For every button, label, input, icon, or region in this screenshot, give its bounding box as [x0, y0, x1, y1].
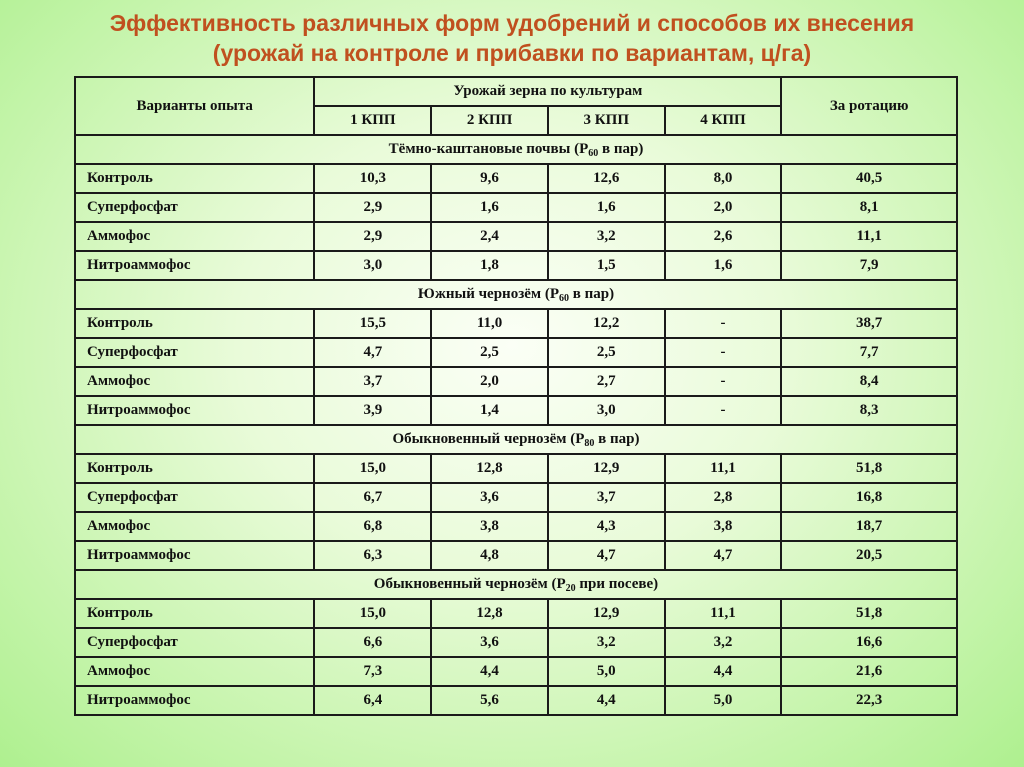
section-title	[75, 280, 957, 309]
yield-cell: 3,7	[314, 367, 431, 396]
yield-cell: 3,8	[665, 512, 782, 541]
section-row	[75, 135, 957, 164]
yield-cell: 12,9	[548, 599, 665, 628]
table-row	[75, 599, 957, 628]
yield-cell: 2,5	[431, 338, 548, 367]
yield-cell: 9,6	[431, 164, 548, 193]
yield-cell: 11,0	[431, 309, 548, 338]
table-row	[75, 628, 957, 657]
section-row	[75, 425, 957, 454]
yield-cell: 3,2	[665, 628, 782, 657]
yield-cell: 12,6	[548, 164, 665, 193]
yield-cell: 6,4	[314, 686, 431, 715]
yield-cell: 3,7	[548, 483, 665, 512]
yield-cell: 1,8	[431, 251, 548, 280]
table-row	[75, 396, 957, 425]
table-row	[75, 483, 957, 512]
section-row	[75, 570, 957, 599]
header-col-2: 2 КПП	[431, 106, 548, 135]
header-variants: Варианты опыта	[75, 77, 314, 135]
variant-label: Контроль	[75, 164, 314, 193]
rotation-total-cell: 11,1	[781, 222, 957, 251]
yield-cell: 4,7	[314, 338, 431, 367]
yield-cell: 4,7	[665, 541, 782, 570]
header-col-4: 4 КПП	[665, 106, 782, 135]
yield-cell: 1,6	[431, 193, 548, 222]
table-row	[75, 367, 957, 396]
yield-cell: 11,1	[665, 454, 782, 483]
variant-label: Суперфосфат	[75, 193, 314, 222]
variant-label: Суперфосфат	[75, 338, 314, 367]
variant-label: Аммофос	[75, 222, 314, 251]
rotation-total-cell: 38,7	[781, 309, 957, 338]
header-col-1: 1 КПП	[314, 106, 431, 135]
rotation-total-cell: 40,5	[781, 164, 957, 193]
yield-cell: 4,4	[665, 657, 782, 686]
variant-label: Аммофос	[75, 512, 314, 541]
yield-cell: 3,9	[314, 396, 431, 425]
yield-cell: 2,4	[431, 222, 548, 251]
variant-label: Контроль	[75, 309, 314, 338]
yield-cell: 5,0	[548, 657, 665, 686]
yield-cell: 15,0	[314, 454, 431, 483]
variant-label: Нитроаммофос	[75, 686, 314, 715]
section-title-text: Обыкновенный чернозём (Р	[392, 431, 585, 447]
rotation-total-cell: 7,7	[781, 338, 957, 367]
yield-cell: 2,9	[314, 222, 431, 251]
section-title	[75, 135, 957, 164]
yield-cell: 2,0	[431, 367, 548, 396]
header-col-3: 3 КПП	[548, 106, 665, 135]
section-title-text: Южный чернозём (Р	[417, 286, 559, 302]
section-title-subscript: 60	[559, 293, 569, 304]
section-title-subscript: 60	[588, 148, 599, 159]
table-row	[75, 512, 957, 541]
yield-cell: 4,7	[548, 541, 665, 570]
table-row	[75, 222, 957, 251]
yield-cell: 15,5	[314, 309, 431, 338]
yield-cell: 1,4	[431, 396, 548, 425]
yield-cell: 4,4	[548, 686, 665, 715]
yield-cell: 2,7	[548, 367, 665, 396]
section-title-subscript: 80	[584, 438, 595, 449]
rotation-total-cell: 22,3	[781, 686, 957, 715]
yield-cell: 3,2	[548, 222, 665, 251]
variant-label: Контроль	[75, 599, 314, 628]
section-title-suffix: в пар)	[569, 286, 615, 302]
yield-cell: 2,0	[665, 193, 782, 222]
rotation-total-cell: 18,7	[781, 512, 957, 541]
yield-cell: 4,4	[431, 657, 548, 686]
header-row-1	[75, 77, 957, 106]
yield-cell: 3,0	[314, 251, 431, 280]
table-row	[75, 338, 957, 367]
yield-cell: 1,5	[548, 251, 665, 280]
section-title-subscript: 20	[565, 583, 576, 594]
yield-cell: 8,0	[665, 164, 782, 193]
yield-cell: 12,2	[548, 309, 665, 338]
yield-cell: 10,3	[314, 164, 431, 193]
yield-cell: 3,6	[431, 483, 548, 512]
yield-cell: 1,6	[548, 193, 665, 222]
yield-cell: 6,8	[314, 512, 431, 541]
section-title	[75, 570, 957, 599]
section-title-suffix: в пар)	[598, 141, 644, 157]
variant-label: Аммофос	[75, 367, 314, 396]
section-row	[75, 280, 957, 309]
title-line-1: Эффективность различных форм удобрений и способов их внесения	[109, 10, 915, 36]
rotation-total-cell: 8,1	[781, 193, 957, 222]
table-row	[75, 657, 957, 686]
table-body	[75, 77, 957, 715]
section-title-text: Обыкновенный чернозём (Р	[373, 576, 566, 592]
yield-cell: 3,2	[548, 628, 665, 657]
yield-cell: 5,0	[665, 686, 782, 715]
table-row	[75, 193, 957, 222]
yield-cell: 6,7	[314, 483, 431, 512]
yield-cell: 3,6	[431, 628, 548, 657]
rotation-total-cell: 16,6	[781, 628, 957, 657]
yield-cell: 1,6	[665, 251, 782, 280]
title-line-2: (урожай на контроле и прибавки по вариантам, ц/га)	[212, 40, 812, 66]
variant-label: Нитроаммофос	[75, 541, 314, 570]
rotation-total-cell: 20,5	[781, 541, 957, 570]
slide-title	[0, 8, 1024, 68]
variant-label: Суперфосфат	[75, 483, 314, 512]
yield-cell: 2,5	[548, 338, 665, 367]
yield-cell: 11,1	[665, 599, 782, 628]
rotation-total-cell: 21,6	[781, 657, 957, 686]
yield-cell: 12,8	[431, 599, 548, 628]
yield-cell: 7,3	[314, 657, 431, 686]
table-row	[75, 541, 957, 570]
yield-cell: 4,3	[548, 512, 665, 541]
yield-cell: 5,6	[431, 686, 548, 715]
section-title-suffix: в пар)	[594, 431, 640, 447]
variant-label: Аммофос	[75, 657, 314, 686]
yield-cell: -	[665, 396, 782, 425]
rotation-total-cell: 16,8	[781, 483, 957, 512]
yield-cell: 15,0	[314, 599, 431, 628]
rotation-total-cell: 51,8	[781, 599, 957, 628]
section-title-text: Тёмно-каштановые почвы (Р	[388, 141, 589, 157]
yield-cell: 6,6	[314, 628, 431, 657]
yield-cell: 12,8	[431, 454, 548, 483]
yield-cell: 2,8	[665, 483, 782, 512]
variant-label: Нитроаммофос	[75, 396, 314, 425]
table-row	[75, 164, 957, 193]
section-title-suffix: при посеве)	[575, 576, 659, 592]
variant-label: Контроль	[75, 454, 314, 483]
table-row	[75, 686, 957, 715]
yield-cell: 4,8	[431, 541, 548, 570]
yield-table	[74, 76, 958, 716]
variant-label: Суперфосфат	[75, 628, 314, 657]
rotation-total-cell: 7,9	[781, 251, 957, 280]
yield-cell: 2,6	[665, 222, 782, 251]
yield-cell: 2,9	[314, 193, 431, 222]
variant-label: Нитроаммофос	[75, 251, 314, 280]
yield-cell: 12,9	[548, 454, 665, 483]
header-rotation: За ротацию	[781, 77, 957, 135]
yield-cell: 3,8	[431, 512, 548, 541]
yield-cell: -	[665, 338, 782, 367]
yield-cell: -	[665, 367, 782, 396]
table-row	[75, 251, 957, 280]
rotation-total-cell: 8,4	[781, 367, 957, 396]
rotation-total-cell: 51,8	[781, 454, 957, 483]
rotation-total-cell: 8,3	[781, 396, 957, 425]
table-row	[75, 454, 957, 483]
yield-cell: -	[665, 309, 782, 338]
yield-cell: 6,3	[314, 541, 431, 570]
yield-cell: 3,0	[548, 396, 665, 425]
section-title	[75, 425, 957, 454]
header-yield: Урожай зерна по культурам	[314, 77, 781, 106]
table-row	[75, 309, 957, 338]
